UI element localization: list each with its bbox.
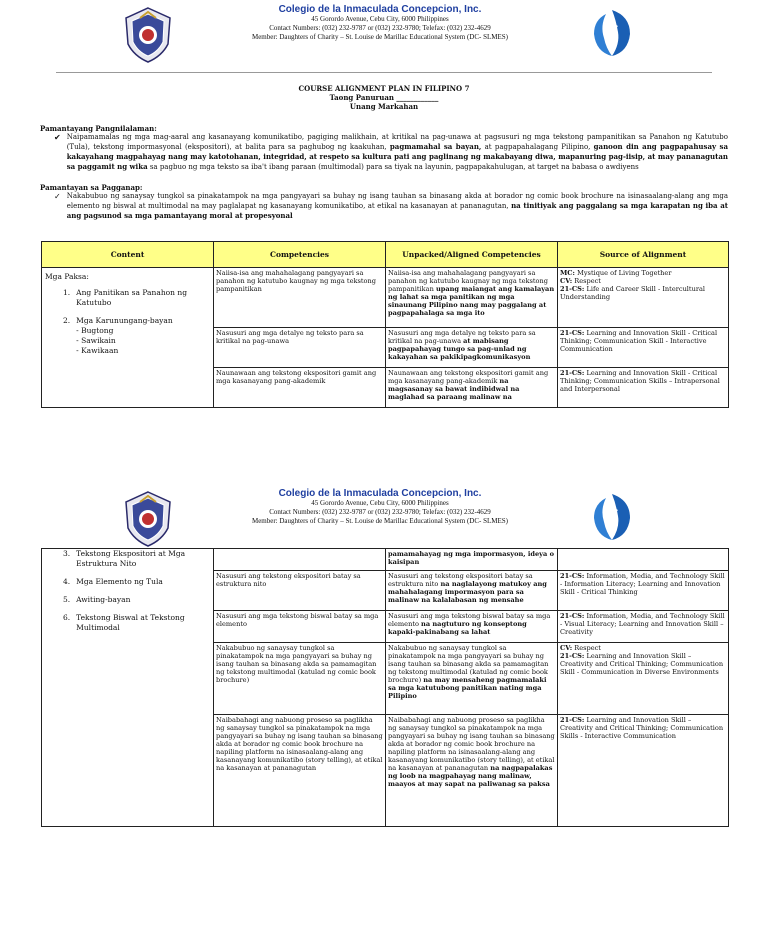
page-2 xyxy=(0,440,768,932)
school-year: Taong Panuruan ____________ xyxy=(329,93,439,102)
letterhead xyxy=(0,484,768,544)
school-seal-icon xyxy=(122,490,174,548)
performance-standard-text: Nakabubuo ng sanaysay tungkol sa pinakatampok na mga pangyayari sa buhay ng isang tauhan sa binasang akda at borador ng comic book brochure na isinasaalang-alang ang mga elemento ng biswal at multimodal na may paglalapat ng kasanayang komunikatibo, at etikal na kasanayan at pananagutan, na tinitiyak ang paggalang sa mga karapatan ng iba at ang pagsunod sa mga pamantayang moral at propesyonal xyxy=(66,192,728,220)
source-cell: 21-CS: Information, Media, and Technology Skill - Information Literacy; Learning and Innovation Skill - Critical Thinking xyxy=(558,571,729,611)
topics-cell xyxy=(42,549,214,827)
source-cell: CV: Respect 21-CS: Learning and Innovation Skill – Creativity and Critical Thinking; Communication Skill - Communication in Diverse Environments xyxy=(558,643,729,715)
topics-cell xyxy=(42,268,214,408)
letterhead-rule xyxy=(56,72,712,73)
header-unpacked: Unpacked/Aligned Competencies xyxy=(386,242,558,268)
competency-cell: Nasusuri ang tekstong ekspositori batay sa estruktura nito xyxy=(214,571,386,611)
school-member: Member: Daughters of Charity – St. Louise de Marillac Educational System (DC- SLMES) xyxy=(251,517,509,525)
competency-cell: Naiisa-isa ang mahahalagang pangyayari sa panahon ng katutubo kaugnay ng mga tekstong pampanitikan xyxy=(214,268,386,328)
quarter: Unang Markahan xyxy=(349,102,419,111)
competency-cell: Nakabubuo ng sanaysay tungkol sa pinakatampok na mga pangyayari sa buhay ng isang tauhan sa binasang akda sa pamamagitan ng tekstong multimodal (katulad ng comic book brochure) xyxy=(214,643,386,715)
competency-cell xyxy=(214,549,386,571)
table-row xyxy=(42,549,729,571)
unpacked-cell: Nakabubuo ng sanaysay tungkol sa pinakatampok na mga pangyayari sa buhay ng isang tauhan sa binasang akda sa pamamagitan ng tekstong multimodal (katulad ng comic book brochure) na may mensaheng pagmamalaki sa mga katutubong panitikan nating mga Pilipino xyxy=(386,643,558,715)
header-competencies: Competencies xyxy=(214,242,386,268)
topics-heading: Mga Paksa: xyxy=(45,272,89,281)
content-standard xyxy=(40,124,728,172)
document-title-block xyxy=(0,84,768,111)
school-contact: Contact Numbers: (032) 232-9787 or (032) 232-9780; Telefax: (032) 232-4629 xyxy=(269,508,491,516)
school-name: Colegio de la Inmaculada Concepcion, Inc. xyxy=(278,4,482,15)
unpacked-cell: Naibabahagi ang nabuong proseso sa paglikha ng sanaysay tungkol sa pinakatampok na mga pangyayari sa buhay ng isang tauhan sa binasang akda at borador ng comic book brochure na napiling platform na isinasaalang-alang ang kasanayang komunikatibo (story telling), at etikal na kasanayan at pananagutan na nagpapalakas ng loob na magpahayag nang malinaw, maayos at may sapat na paliwanag sa paksa xyxy=(386,715,558,827)
list-item: 3. Tekstong Ekspositori at Mga Estruktura Nito xyxy=(63,549,186,568)
school-contact: Contact Numbers: (032) 232-9787 or (032) 232-9780; Telefax: (032) 232-4629 xyxy=(269,24,491,32)
competency-cell: Nasusuri ang mga detalye ng teksto para sa kritikal na pag-unawa xyxy=(214,328,386,368)
unpacked-cell: Nasusuri ang mga tekstong biswal batay sa mga elemento na nagtuturo ng konseptong kapaki-pakinabang sa lahat xyxy=(386,611,558,643)
list-item: 1. Ang Panitikan sa Panahon ng Katutubo xyxy=(63,288,188,307)
table-header-row xyxy=(42,242,729,268)
school-address: 45 Gorordo Avenue, Cebu City, 6000 Philippines xyxy=(311,499,449,507)
unpacked-cell: Naunawaan ang tekstong ekspositori gamit ang mga kasanayang pang-akademik na magsasanay sa bawat indibidwal na maglahad sa paraang malinaw na xyxy=(386,368,558,408)
list-item: 4. Mga Elemento ng Tula xyxy=(63,577,163,586)
school-member: Member: Daughters of Charity – St. Louise de Marillac Educational System (DC- SLMES) xyxy=(251,33,509,41)
dove-logo-icon xyxy=(590,492,634,542)
unpacked-cell: Naiisa-isa ang mahahalagang pangyayari sa panahon ng katutubo kaugnay ng mga tekstong pampanitikan upang maiangat ang kamalayan ng lahat sa mga panitikan ng mga sinaunang Pilipino nang may paggalang at pagpapahalaga sa mga ito xyxy=(386,268,558,328)
unpacked-cell: Nasusuri ang mga detalye ng teksto para sa kritikal na pag-unawa at mabisang pagpapahayag tungo sa pag-unlad ng kakayahan sa pakikipagkomunikasyon xyxy=(386,328,558,368)
performance-standard xyxy=(40,183,728,221)
checkmark-icon: ✓ xyxy=(54,192,61,201)
list-item: 5. Awiting-bayan xyxy=(63,595,131,604)
performance-standard-heading: Pamantayan sa Pagganap: xyxy=(40,183,143,192)
list-item: 2. Mga Karunungang-bayan - Bugtong - Sawikain - Kawikaan xyxy=(63,316,173,355)
unpacked-cell: pamamahayag ng mga impormasyon, ideya o kaisipan xyxy=(386,549,558,571)
school-address: 45 Gorordo Avenue, Cebu City, 6000 Philippines xyxy=(311,15,449,23)
content-standard-text: Naipamamalas ng mga mag-aaral ang kasanayang komunikatibo, pagiging malikhain, at kritikal na pag-unawa at pagsusuri ng mga tekstong pampanitikan sa Panahon ng Katutubo (Tula), tekstong impormasyonal (ekspositori), at balita para sa paghubog ng kaakuhan, pagmamahal sa bayan, at pagpapahalagang Pilipino, ganoon din ang pagpapahusay sa kakayahang magpahayag nang may katotohanan, integridad, at respeto sa kultura pati ang paglinang ng makabayang diwa, mapanuring pag-iisip, at may pananagutan sa paggamit ng wika sa pagbuo ng mga teksto sa iba't ibang paraan (multimodal) para sa tiyak na layunin, pagpapakahulugan, at target na babasa o awdiyens xyxy=(66,133,729,171)
checkmark-icon: ✔ xyxy=(54,133,61,142)
letterhead xyxy=(0,0,768,60)
source-cell: 21-CS: Information, Media, and Technology Skill - Visual Literacy; Learning and Innovation Skill – Creativity xyxy=(558,611,729,643)
list-item: 6. Tekstong Biswal at Tekstong Multimodal xyxy=(63,613,185,632)
source-cell xyxy=(558,549,729,571)
source-cell: 21-CS: Learning and Innovation Skill – Creativity and Critical Thinking; Communication Skills - Interactive Communication xyxy=(558,715,729,827)
competency-cell: Nasusuri ang mga tekstong biswal batay sa mga elemento xyxy=(214,611,386,643)
header-content: Content xyxy=(42,242,214,268)
dove-logo-icon xyxy=(590,8,634,58)
unpacked-cell: Nasusuri ang tekstong ekspositori batay sa estruktura nito na naglalayong matukoy ang mahahalagang impormasyon para sa malinaw na kalalabasan ng mensahe xyxy=(386,571,558,611)
competency-cell: Naunawaan ang tekstong ekspositori gamit ang mga kasanayang pang-akademik xyxy=(214,368,386,408)
alignment-table-page-1 xyxy=(41,241,729,408)
letterhead-text xyxy=(180,488,580,526)
letterhead-text xyxy=(180,4,580,42)
school-name: Colegio de la Inmaculada Concepcion, Inc. xyxy=(278,488,482,499)
source-cell: 21-CS: Learning and Innovation Skill - Critical Thinking; Communication Skill - Interactive Communication xyxy=(558,328,729,368)
header-source: Source of Alignment xyxy=(558,242,729,268)
school-seal-icon xyxy=(122,6,174,64)
table-row xyxy=(42,268,729,328)
competency-cell: Naibabahagi ang nabuong proseso sa paglikha ng sanaysay tungkol sa pinakatampok na mga pangyayari sa buhay ng isang tauhan sa binasang akda at borador ng comic book brochure na napiling platform na isinasaalang-alang ang kasanayang komunikatibo (story telling), at etikal na kasanayan at pananagutan xyxy=(214,715,386,827)
document-title: COURSE ALIGNMENT PLAN IN FILIPINO 7 xyxy=(298,84,470,93)
content-standard-heading: Pamantayang Pangnilalaman: xyxy=(40,124,157,133)
page-1 xyxy=(0,0,768,440)
source-cell: MC: Mystique of Living Together CV: Respect 21-CS: Life and Career Skill - Intercultural Understanding xyxy=(558,268,729,328)
alignment-table-page-2 xyxy=(41,548,729,827)
source-cell: 21-CS: Learning and Innovation Skill - Critical Thinking; Communication Skills – Intrapersonal and Interpersonal xyxy=(558,368,729,408)
